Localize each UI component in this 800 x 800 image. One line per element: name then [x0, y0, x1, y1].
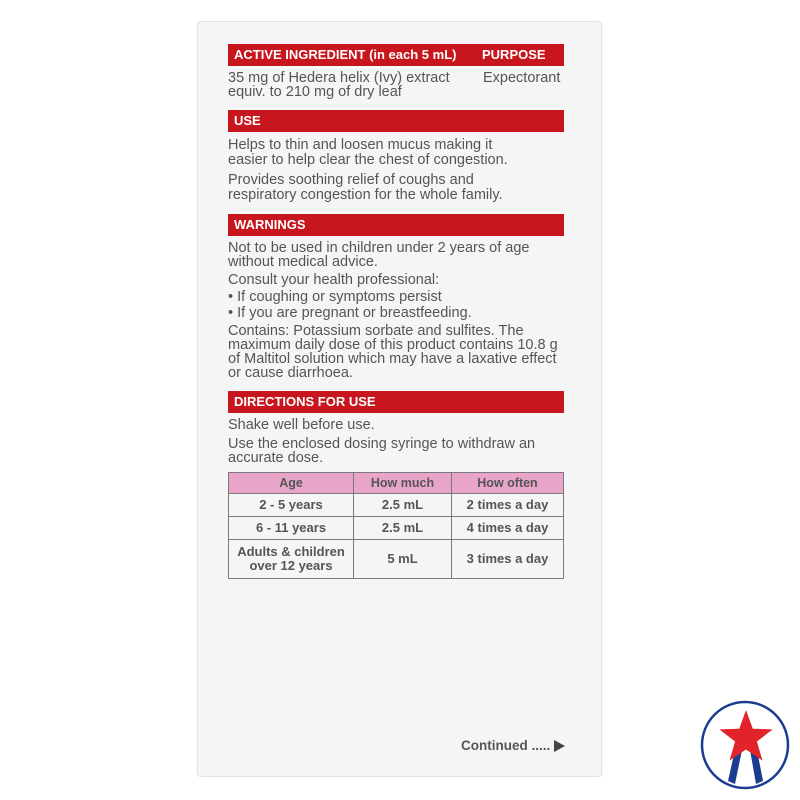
table-header-age: Age — [229, 473, 354, 494]
use-paragraph: Helps to thin and loosen mucus making it easier to help clear the chest of congestion. — [228, 137, 508, 168]
active-ingredient-header-bar — [228, 44, 564, 66]
table-cell-frequency: 3 times a day — [452, 540, 564, 579]
use-paragraph: Provides soothing relief of coughs and respiratory congestion for the whole family. — [228, 172, 503, 203]
use-heading: USE — [234, 113, 261, 128]
use-header-bar — [228, 110, 564, 132]
table-cell-amount: 2.5 mL — [354, 517, 452, 540]
table-cell-frequency: 4 times a day — [452, 517, 564, 540]
active-ingredient-section — [228, 44, 564, 99]
ingredient-row — [228, 71, 564, 99]
label-content — [228, 44, 564, 579]
table-row — [229, 517, 564, 540]
use-section — [228, 110, 564, 203]
purpose-heading: PURPOSE — [482, 47, 546, 62]
dosage-table — [228, 472, 564, 579]
warnings-section — [228, 214, 564, 380]
directions-paragraph: Use the enclosed dosing syringe to withdraw an accurate dose. — [228, 436, 536, 466]
warnings-heading: WARNINGS — [234, 217, 306, 232]
star-a-logo — [700, 700, 790, 790]
table-cell-amount: 2.5 mL — [354, 494, 452, 517]
warnings-header-bar — [228, 214, 564, 236]
continued-text: Continued ..... — [461, 738, 551, 753]
warning-paragraph: Contains: Potassium sorbate and sulfites. The maximum daily dose of this product contains 10.8 g of Maltitol solution which may have a laxative effect or cause diarrhoea. — [228, 323, 558, 381]
table-cell-age: 6 - 11 years — [229, 517, 354, 540]
table-row — [229, 540, 564, 579]
warning-bullet: • If coughing or symptoms persist — [228, 289, 442, 305]
active-ingredient-heading: ACTIVE INGREDIENT (in each 5 mL) — [234, 47, 457, 62]
directions-header-bar — [228, 391, 564, 413]
warning-paragraph: Consult your health professional: — [228, 272, 440, 288]
warning-bullet: • If you are pregnant or breastfeeding. — [228, 305, 472, 321]
directions-paragraph: Shake well before use. — [228, 417, 375, 433]
table-cell-age: Adults & children over 12 years — [229, 540, 354, 579]
directions-heading: DIRECTIONS FOR USE — [234, 394, 376, 409]
arrow-right-icon — [554, 740, 565, 752]
table-cell-age: 2 - 5 years — [229, 494, 354, 517]
purpose-text: Expectorant — [483, 70, 561, 86]
table-row — [229, 494, 564, 517]
directions-section — [228, 391, 564, 579]
warning-paragraph: Not to be used in children under 2 years of age without medical advice. — [228, 240, 530, 270]
ingredient-text: 35 mg of Hedera helix (Ivy) extract equiv. to 210 mg of dry leaf — [228, 70, 450, 100]
table-header-how-much: How much — [354, 473, 452, 494]
table-header-row — [229, 473, 564, 494]
table-cell-amount: 5 mL — [354, 540, 452, 579]
table-header-how-often: How often — [452, 473, 564, 494]
table-cell-frequency: 2 times a day — [452, 494, 564, 517]
